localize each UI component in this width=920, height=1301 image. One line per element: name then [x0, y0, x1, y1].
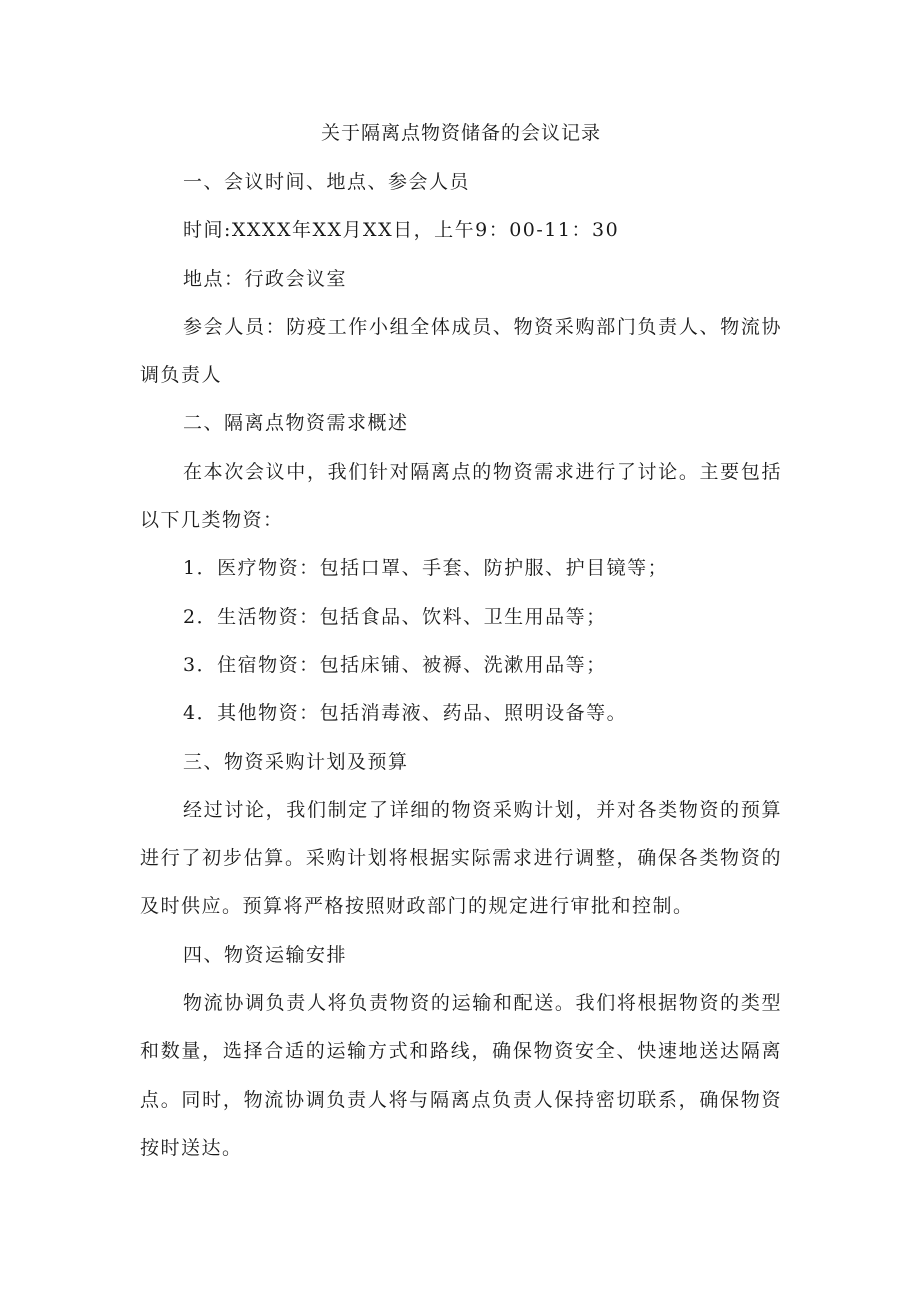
section-2-heading: 二、隔离点物资需求概述: [183, 412, 409, 435]
section-2-intro: 在本次会议中，我们针对隔离点的物资需求进行了讨论。主要包括以下几类物资：: [140, 460, 782, 532]
section-4-heading: 四、物资运输安排: [183, 943, 348, 966]
meeting-attendees: 参会人员：防疫工作小组全体成员、物资采购部门负责人、物流协调负责人: [140, 315, 782, 387]
meeting-place: 地点：行政会议室: [183, 267, 348, 290]
section-1-heading: 一、会议时间、地点、参会人员: [183, 171, 471, 193]
list-item: 4．其他物资：包括消毒液、药品、照明设备等。: [183, 702, 628, 725]
section-4-body: 物流协调负责人将负责物资的运输和配送。我们将根据物资的类型和数量，选择合适的运输方式和路线，确保物资安全、快速地送达隔离点。同时，物流协调负责人将与隔离点负责人保持密切联系，确保物资按时送达。: [140, 992, 782, 1159]
document-page: [140, 108, 782, 1172]
document-title: 关于隔离点物资储备的会议记录: [320, 122, 601, 144]
list-item: 2．生活物资：包括食品、饮料、卫生用品等；: [183, 605, 607, 628]
list-item: 3．住宿物资：包括床铺、被褥、洗漱用品等；: [183, 653, 607, 676]
meeting-time: 时间:XXXX年XX月XX日，上午9：00-11：30: [183, 219, 620, 242]
list-item: 1．医疗物资：包括口罩、手套、防护服、护目镜等；: [183, 557, 669, 580]
section-3-heading: 三、物资采购计划及预算: [183, 750, 409, 773]
section-3-body: 经过讨论，我们制定了详细的物资采购计划，并对各类物资的预算进行了初步估算。采购计划将根据实际需求进行调整，确保各类物资的及时供应。预算将严格按照财政部门的规定进行审批和控制。: [140, 798, 782, 918]
